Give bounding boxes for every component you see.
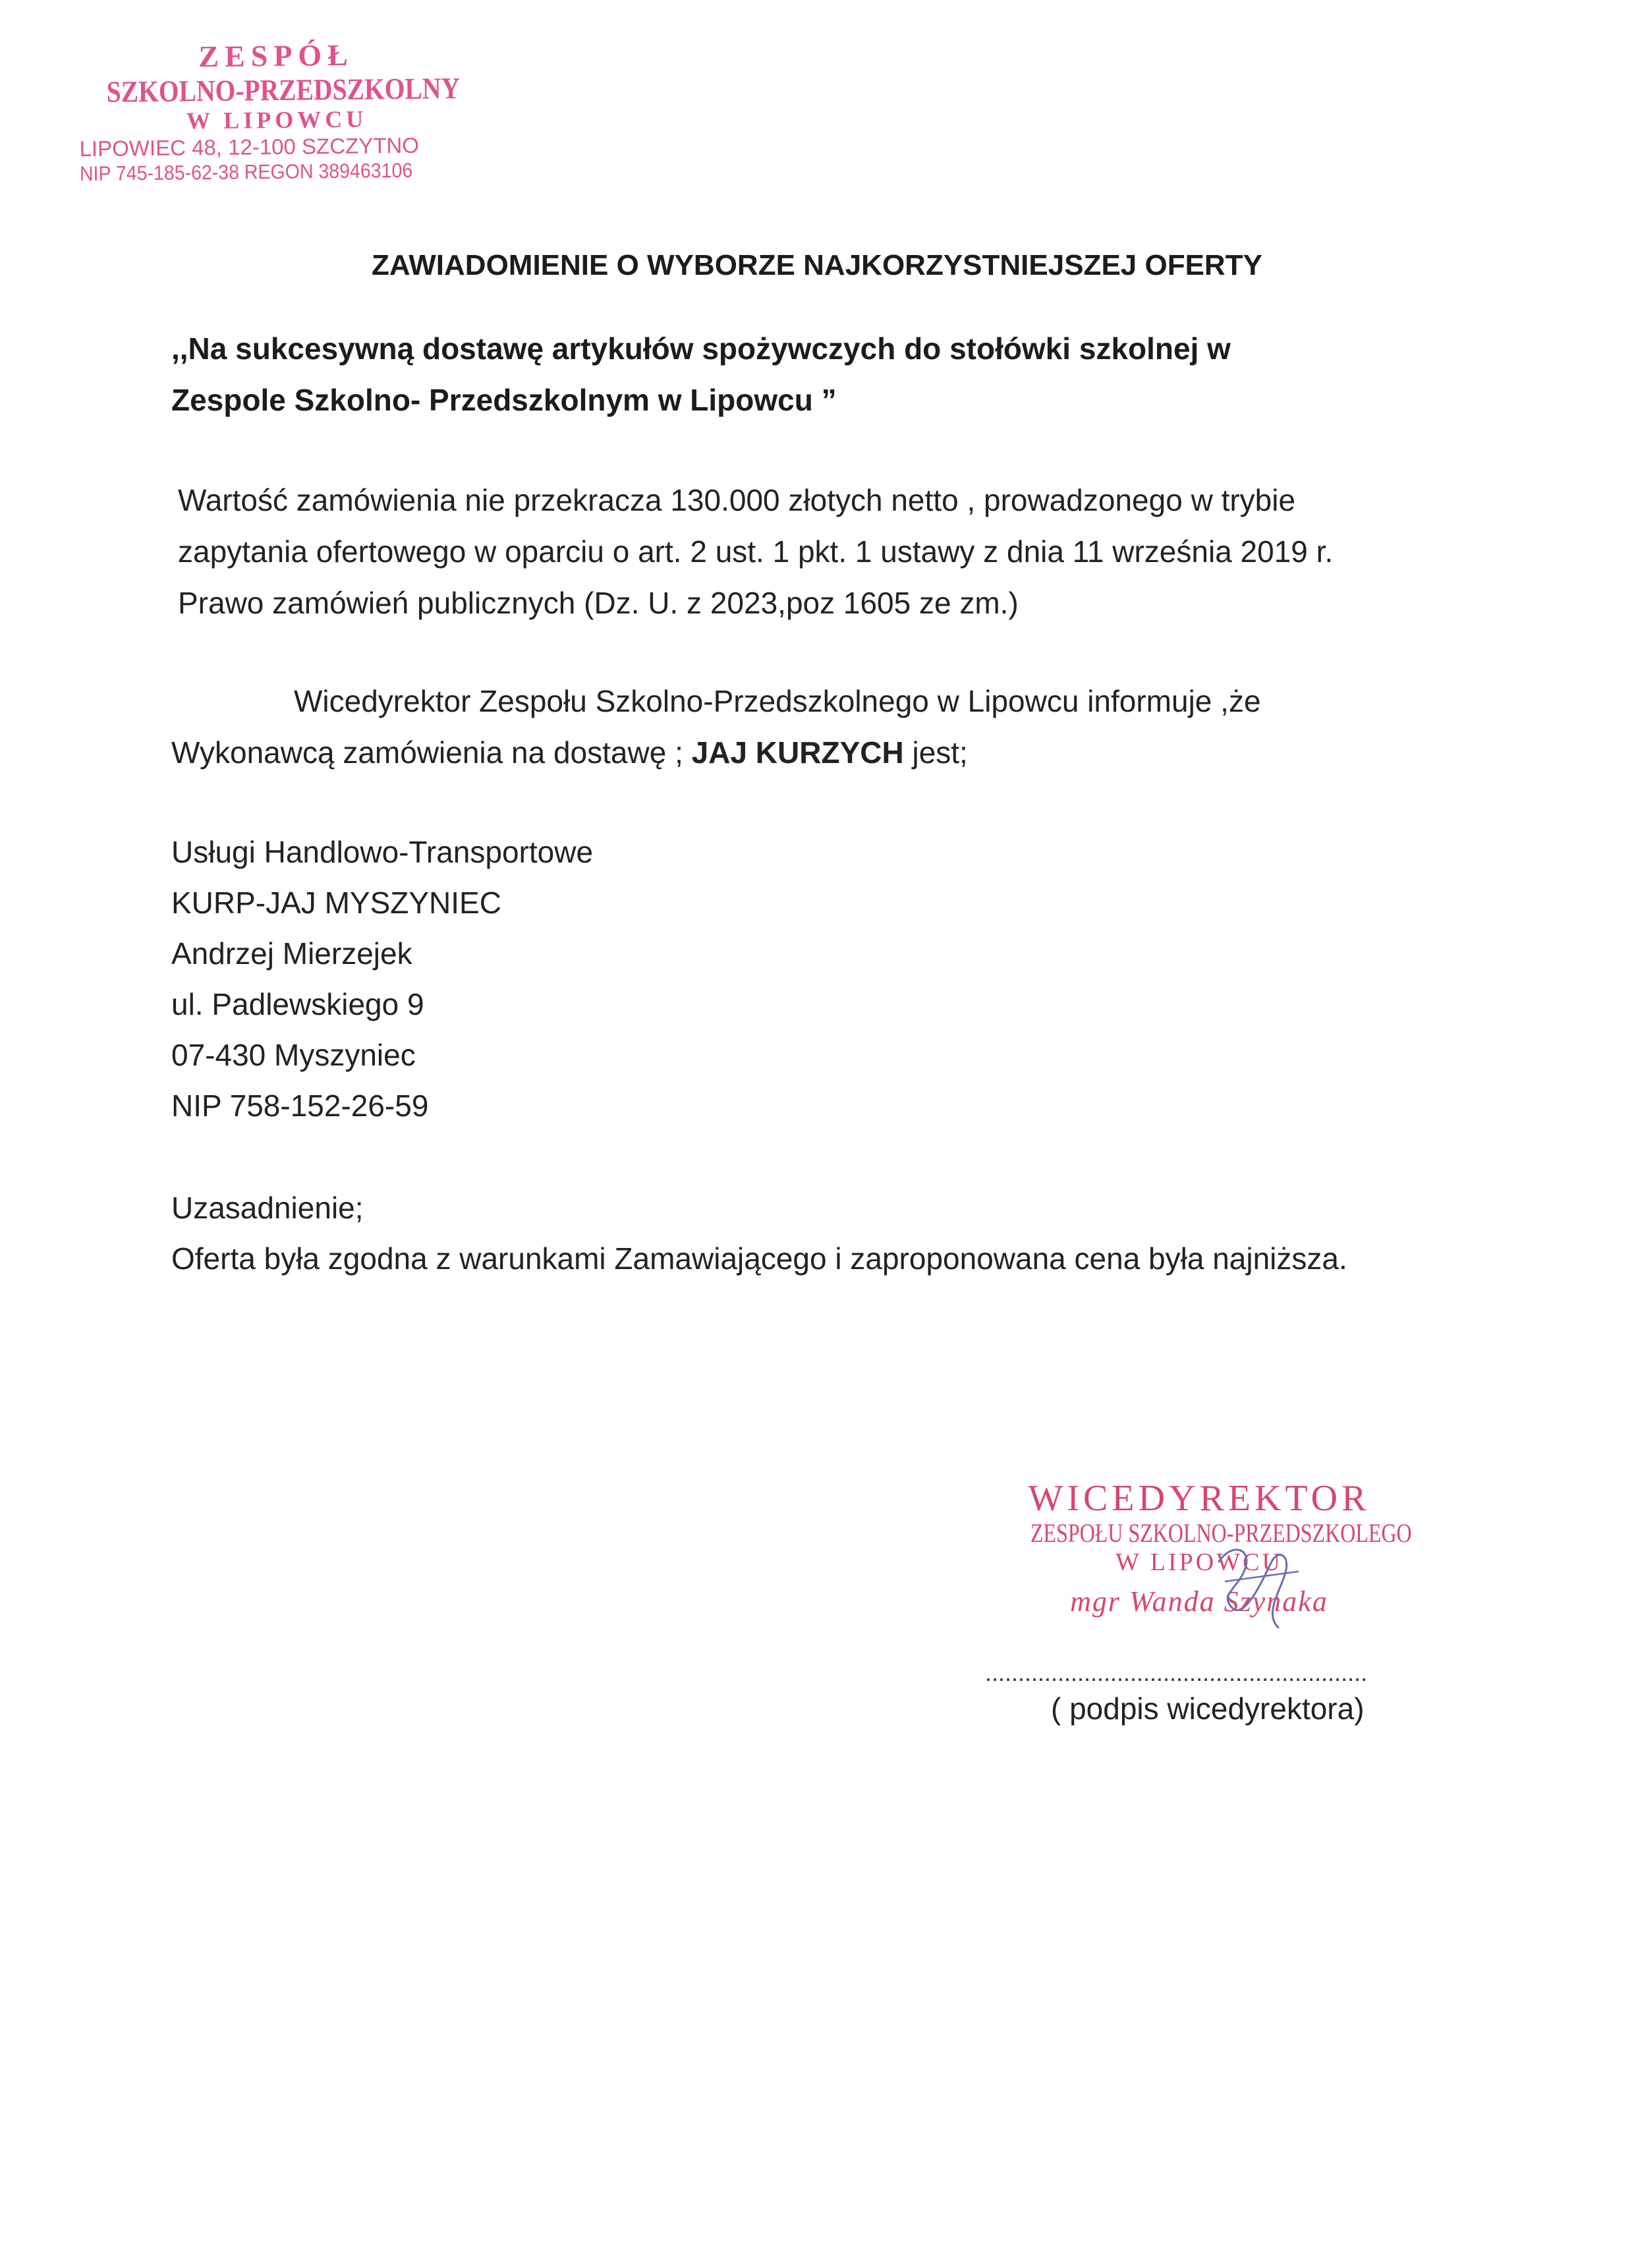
sig-stamp-school: ZESPOŁU SZKOLNO-PRZEDSZKOLEGO <box>1030 1517 1412 1548</box>
address-line-street: ul. Padlewskiego 9 <box>171 987 424 1021</box>
subject-line-2: Zespole Szkolno- Przedszkolnym w Lipowcu ” <box>171 383 837 417</box>
sig-stamp-title: WICEDYREKTOR <box>1028 1478 1370 1519</box>
signature-caption: ( podpis wicedyrektora) <box>1051 1691 1365 1726</box>
address-line-city: 07-430 Myszyniec <box>171 1038 416 1072</box>
document-subject <box>171 323 1423 426</box>
product-name: JAJ KURZYCH <box>691 735 904 770</box>
intro-paragraph: Wartość zamówienia nie przekracza 130.000 złotych netto , prowadzonego w trybie zapytania ofertowego w oparciu o art. 2 ust. 1 pkt. 1 ustawy z dnia 11 września 2019 r. Prawo zamówień publicznych (Dz. U. z 2023,poz 1605 ze zm.) <box>178 483 1334 620</box>
justification-heading: Uzasadnienie; <box>171 1191 364 1225</box>
handwritten-signature <box>1206 1535 1311 1634</box>
subject-line-1: ,,Na sukcesywną dostawę artykułów spożywczych do stołówki szkolnej w <box>171 331 1231 366</box>
address-line-nip: NIP 758-152-26-59 <box>171 1089 429 1123</box>
sig-stamp-name: mgr Wanda Szynaka <box>1070 1585 1328 1618</box>
info-suffix: jest; <box>903 735 968 770</box>
justification <box>171 1183 1423 1284</box>
school-stamp <box>78 39 475 184</box>
document-title: ZAWIADOMIENIE O WYBORZE NAJKORZYSTNIEJSZEJ OFERTY <box>372 249 1262 281</box>
stamp-line-3: W LIPOWCU <box>186 105 368 134</box>
stamp-nip-regon: NIP 745-185-62-38 REGON 389463106 <box>79 158 413 186</box>
stamp-address: LIPOWIEC 48, 12-100 SZCZYTNO <box>79 132 420 161</box>
address-line-company-name: KURP-JAJ MYSZYNIEC <box>171 886 501 920</box>
info-text: Wicedyrektor Zespołu Szkolno-Przedszkolnego w Lipowcu informuje ,że Wykonawcą zamówienia na dostawę ; <box>171 684 1261 770</box>
stamp-line-2: SZKOLNO-PRZEDSZKOLNY <box>106 71 461 109</box>
contractor-address <box>171 827 593 1131</box>
sig-stamp-location: W LIPOWCU <box>1115 1548 1283 1576</box>
info-paragraph <box>171 675 1423 778</box>
stamp-line-1: ZESPÓŁ <box>198 38 354 74</box>
vice-director-stamp <box>988 1479 1410 1617</box>
address-line-owner: Andrzej Mierzejek <box>171 936 412 971</box>
address-line-company-type: Usługi Handlowo-Transportowe <box>171 835 594 869</box>
signature-dotted-line: .......................................................... <box>985 1659 1368 1686</box>
justification-text: Oferta była zgodna z warunkami Zamawiającego i zaproponowana cena była najniższa. <box>171 1241 1347 1276</box>
